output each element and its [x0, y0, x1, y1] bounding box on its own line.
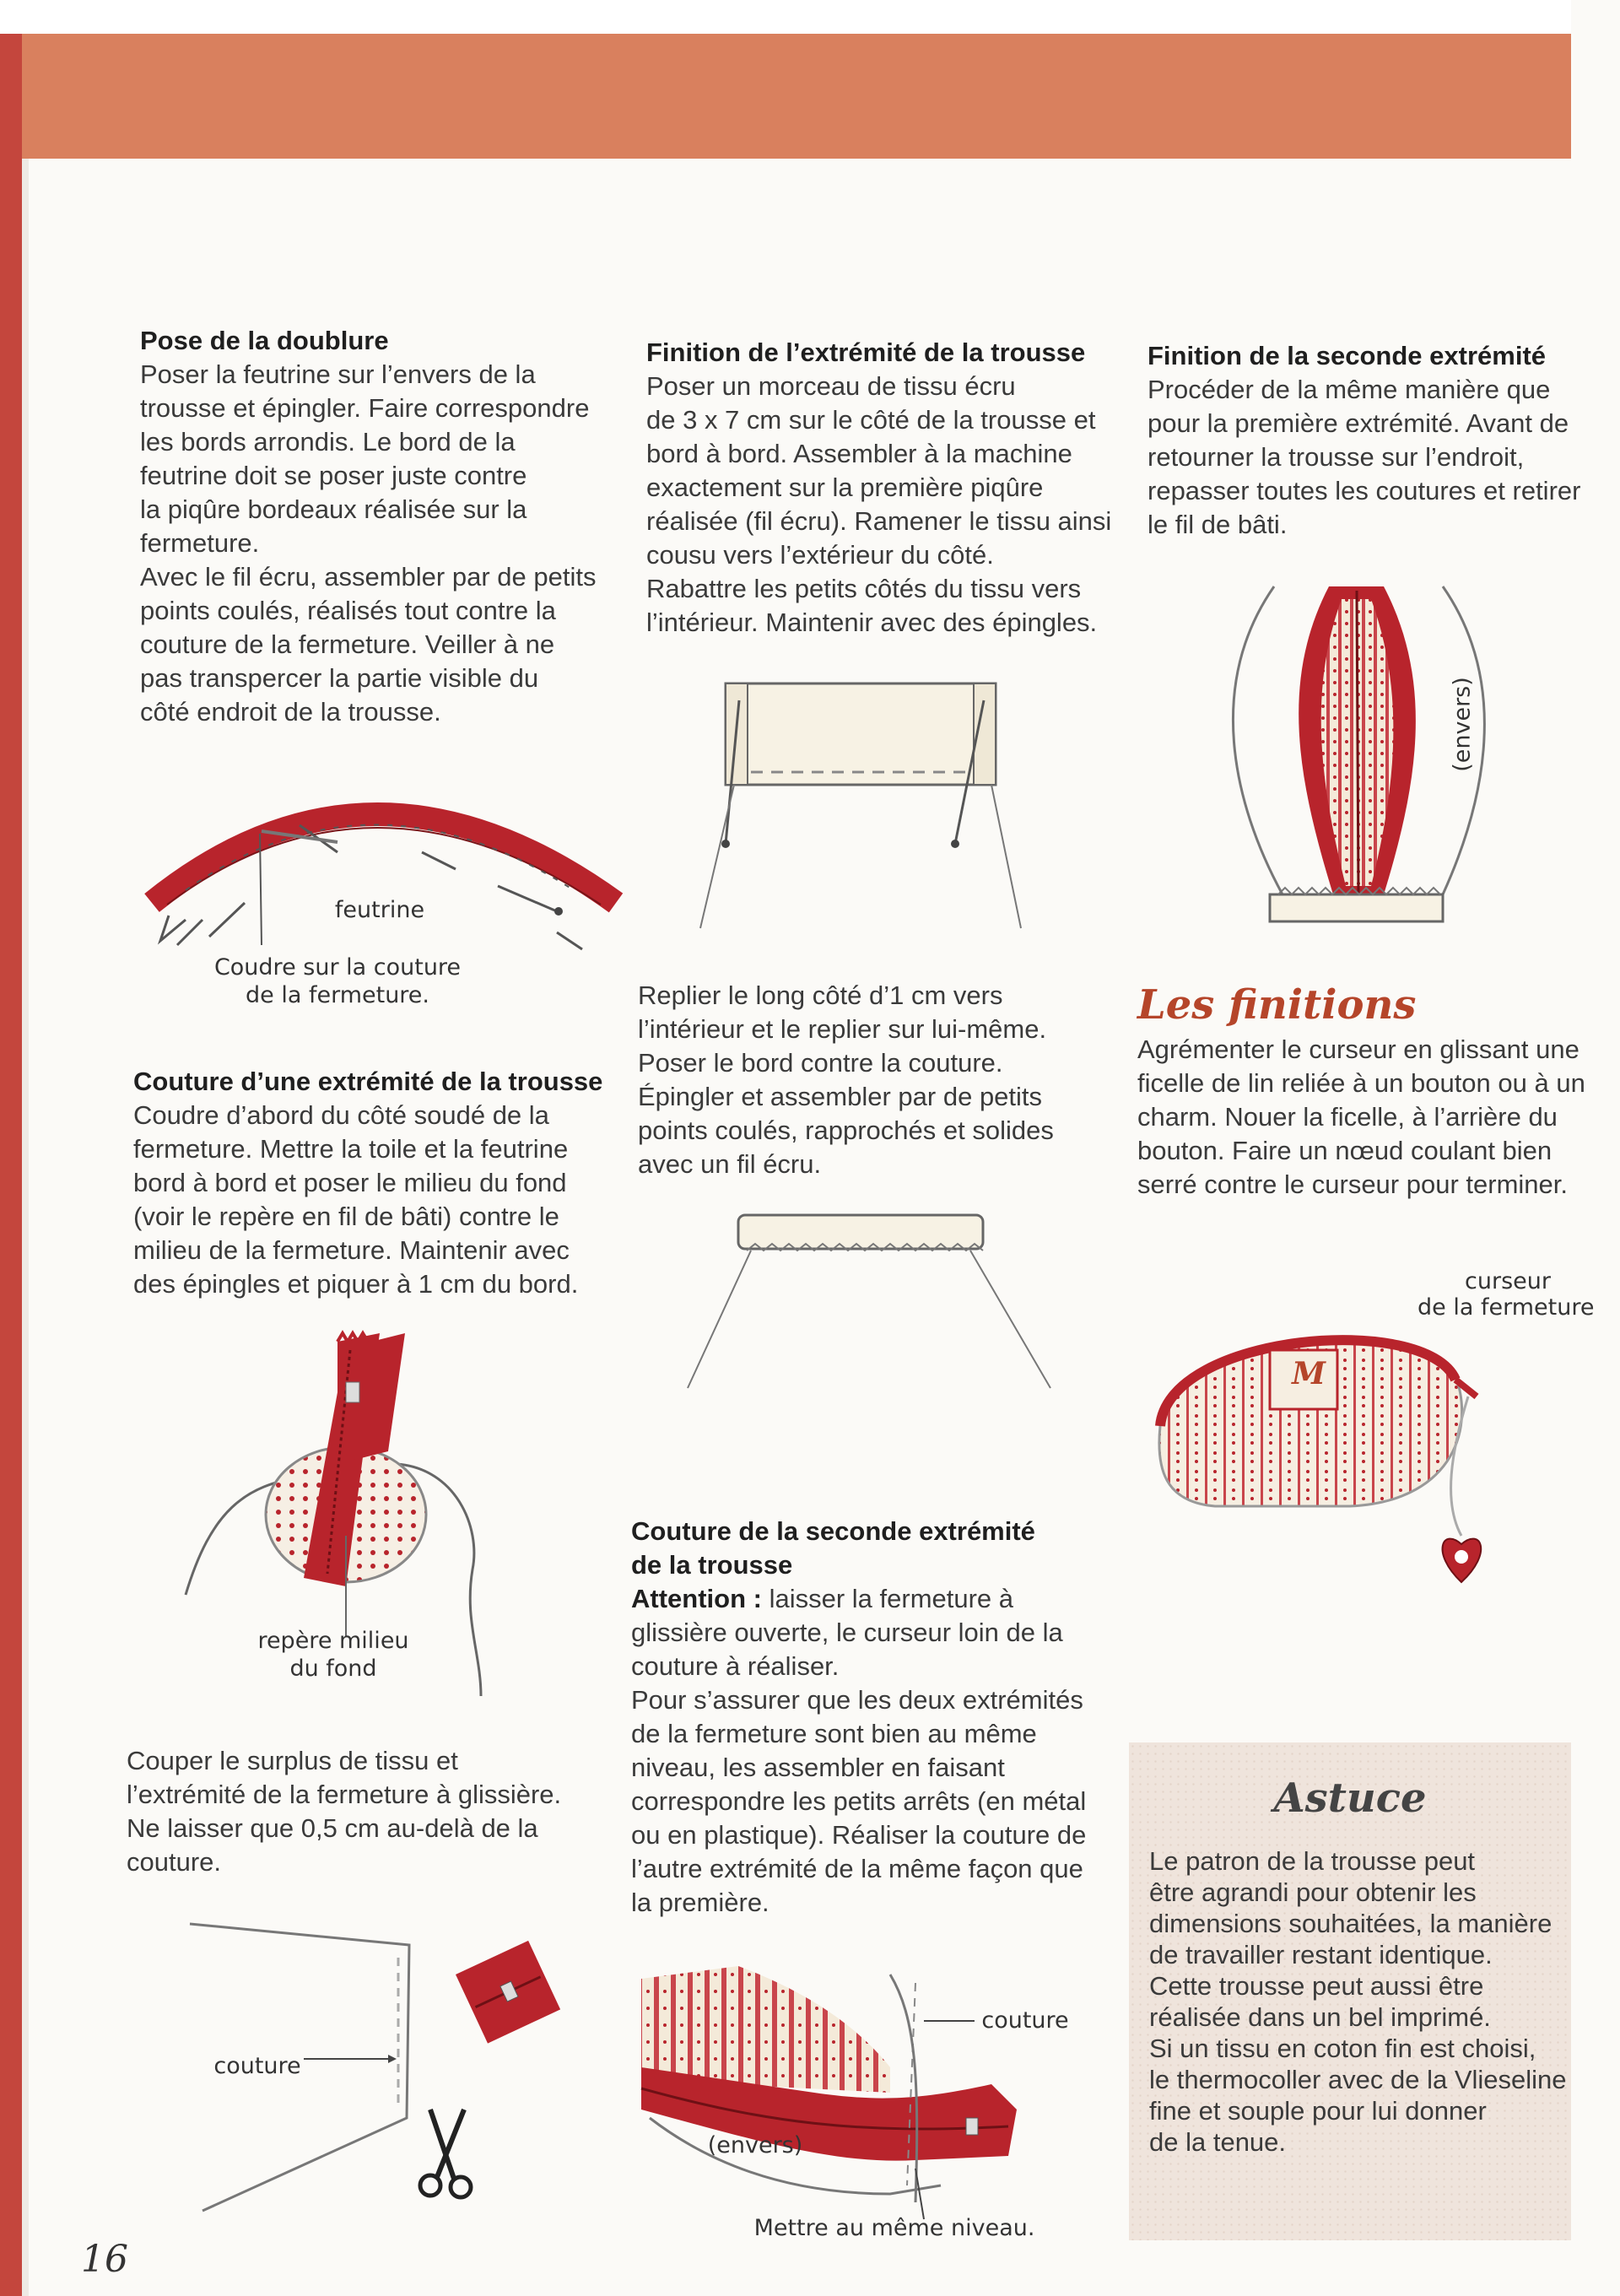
section-body	[631, 1582, 1120, 1920]
text-line: l’intérieur et le replier sur lui-même.	[638, 1014, 1047, 1044]
section-body	[127, 1744, 633, 1879]
text-line: réalisée dans un bel imprimé.	[1149, 2002, 1491, 2032]
section-les-finitions	[1137, 977, 1585, 1202]
text-line: glissière ouverte, le curseur loin de la	[631, 1618, 1063, 1647]
illustration-tissu-ecru-epingles	[683, 675, 1055, 937]
text-line: Le patron de la trousse peut	[1149, 1846, 1476, 1876]
section-title: Finition de la seconde extrémité	[1148, 341, 1547, 370]
label-repere-2: du fond	[289, 1656, 377, 1682]
illustration-trousse-finie	[1148, 1299, 1502, 1595]
section-body	[1137, 1033, 1585, 1202]
text-line: Replier le long côté d’1 cm vers	[638, 981, 1003, 1010]
label-m-letter: M	[1292, 1356, 1326, 1391]
text-line: Épingler et assembler par de petits	[638, 1082, 1043, 1111]
text-line: repasser toutes les coutures et retirer	[1148, 476, 1581, 505]
section-replier	[638, 979, 1110, 1181]
text-line: l’extrémité de la fermeture à glissière.	[127, 1780, 562, 1809]
text-line: de travailler restant identique.	[1149, 1940, 1493, 1969]
label-couture: couture	[213, 2053, 301, 2079]
label-feutrine: feutrine	[334, 897, 425, 923]
text-line: exactement sur la première piqûre	[646, 473, 1044, 502]
section-body	[140, 358, 629, 729]
text-line: bord à bord et poser le milieu du fond	[133, 1168, 567, 1197]
astuce-note-box	[1129, 1742, 1571, 2240]
binding-shadow	[22, 159, 29, 2296]
text-line: bouton. Faire un nœud coulant bien	[1137, 1136, 1552, 1165]
section-seconde-extremite	[631, 1515, 1120, 1920]
astuce-body	[1149, 1845, 1571, 2158]
text-line: l’intérieur. Maintenir avec des épingles.	[646, 608, 1098, 637]
text-line: milieu de la fermeture. Maintenir avec	[133, 1235, 570, 1265]
label-coudre-2: de la fermeture.	[245, 982, 430, 1008]
text-line: Pour s’assurer que les deux extrémités	[631, 1685, 1083, 1715]
text-line: correspondre les petits arrêts (en métal	[631, 1786, 1087, 1816]
text-line: Si un tissu en coton fin est choisi,	[1149, 2034, 1536, 2063]
text-line: Rabattre les petits côtés du tissu vers	[646, 574, 1082, 603]
text-line: points coulés, réalisés tout contre la	[140, 596, 556, 625]
text-line: ou en plastique). Réaliser la couture de	[631, 1820, 1087, 1850]
text-line: Procéder de la même manière que	[1148, 375, 1551, 404]
text-line: de la fermeture sont bien au même	[631, 1719, 1037, 1748]
text-line: l’autre extrémité de la même façon que	[631, 1854, 1083, 1883]
text-line: (voir le repère en fil de bâti) contre le	[133, 1202, 559, 1231]
section-title: Couture de la seconde extrémité	[631, 1516, 1035, 1546]
header-color-band	[0, 34, 1571, 159]
scissors-icon	[420, 2110, 471, 2197]
text-line: la piqûre bordeaux réalisée sur la	[140, 494, 527, 524]
text-line: bord à bord. Assembler à la machine	[646, 439, 1072, 468]
text-line: Cette trousse peut aussi être	[1149, 1971, 1484, 2001]
label-envers: (envers)	[707, 2132, 803, 2158]
text-line: être agrandi pour obtenir les	[1149, 1877, 1477, 1907]
label-curseur-2: de la fermeture	[1418, 1294, 1595, 1321]
text-line: Coudre d’abord du côté soudé de la	[133, 1100, 549, 1130]
section-title: Pose de la doublure	[140, 326, 389, 355]
illustration-seconde-couture	[637, 1966, 1076, 2211]
label-couture-2: couture	[981, 2007, 1069, 2034]
text-line: trousse et épingler. Faire correspondre	[140, 393, 590, 423]
text-line: les bords arrondis. Le bord de la	[140, 427, 516, 456]
section-title-2: de la trousse	[631, 1550, 793, 1580]
section-title: Finition de l’extrémité de la trousse	[646, 338, 1086, 367]
section-body	[1148, 373, 1581, 542]
section-pose-doublure	[140, 324, 629, 729]
text-line: couture.	[127, 1847, 222, 1877]
text-line: réalisée (fil écru). Ramener le tissu ainsi	[646, 506, 1112, 536]
text-line: Couper le surplus de tissu et	[127, 1746, 458, 1775]
label-envers-3: (envers)	[1449, 677, 1476, 772]
astuce-title: Astuce	[1273, 1775, 1427, 1822]
illustration-bande-repliee	[675, 1207, 1063, 1401]
section-finition-seconde	[1148, 339, 1581, 542]
text-line: fermeture. Mettre la toile et la feutrine	[133, 1134, 569, 1164]
text-line: feutrine doit se poser juste contre	[140, 461, 527, 490]
text-line: charm. Nouer la ficelle, à l’arrière du	[1137, 1102, 1558, 1132]
section-title-script: Les finitions	[1137, 981, 1417, 1029]
section-couper	[127, 1744, 633, 1879]
text-line: Avec le fil écru, assembler par de petits	[140, 562, 597, 592]
text-line: ficelle de lin reliée à un bouton ou à un	[1137, 1068, 1585, 1098]
text-line: retourner la trousse sur l’endroit,	[1148, 442, 1525, 472]
section-body	[638, 979, 1110, 1181]
text-line: la première.	[631, 1888, 770, 1917]
text-line: Agrémenter le curseur en glissant une	[1137, 1035, 1580, 1064]
text-line: le fil de bâti.	[1148, 510, 1288, 539]
label-coudre-1: Coudre sur la couture	[213, 954, 462, 981]
section-body	[133, 1099, 640, 1301]
text-line: Poser le bord contre la couture.	[638, 1048, 1003, 1078]
text-line: côté endroit de la trousse.	[140, 697, 441, 727]
label-repere-1: repère milieu	[257, 1628, 409, 1654]
section-title: Couture d’une extrémité de la trousse	[133, 1067, 603, 1096]
text-line: points coulés, rapprochés et solides	[638, 1116, 1054, 1145]
label-meme-niveau: Mettre au même niveau.	[753, 2215, 1035, 2241]
text-line: Ne laisser que 0,5 cm au-delà de la	[127, 1813, 538, 1843]
text-line: de 3 x 7 cm sur le côté de la trousse et	[646, 405, 1096, 435]
text-line: fermeture.	[140, 528, 260, 558]
text-line	[631, 1582, 1120, 1616]
page-top-margin	[0, 0, 1571, 34]
text-line: des épingles et piquer à 1 cm du bord.	[133, 1269, 579, 1299]
text-line: fine et souple pour lui donner	[1149, 2096, 1487, 2126]
text-line: Poser la feutrine sur l’envers de la	[140, 359, 536, 389]
text-line: couture de la fermeture. Veiller à ne	[140, 629, 555, 659]
text-line: de la tenue.	[1149, 2127, 1287, 2157]
text-line: avec un fil écru.	[638, 1149, 822, 1179]
label-curseur-1: curseur	[1465, 1268, 1551, 1294]
section-couture-extremite	[133, 1065, 640, 1301]
text-line: Poser un morceau de tissu écru	[646, 371, 1016, 401]
text-span: laisser la fermeture à	[761, 1584, 1014, 1613]
text-line: couture à réaliser.	[631, 1651, 840, 1681]
text-line: le thermocoller avec de la Vlieseline	[1149, 2065, 1567, 2094]
binding-edge	[0, 34, 22, 2296]
text-line: dimensions souhaitées, la manière	[1149, 1909, 1552, 1938]
text-line: cousu vers l’extérieur du côté.	[646, 540, 994, 570]
text-line: pour la première extrémité. Avant de	[1148, 408, 1569, 438]
attention-label: Attention :	[631, 1584, 762, 1613]
section-finition-extremite	[646, 336, 1127, 640]
page-number: 16	[81, 2238, 128, 2281]
text-line: pas transpercer la partie visible du	[140, 663, 539, 693]
text-line: serré contre le curseur pour terminer.	[1137, 1170, 1568, 1199]
section-body	[646, 370, 1127, 640]
text-line: niveau, les assembler en faisant	[631, 1753, 1005, 1782]
